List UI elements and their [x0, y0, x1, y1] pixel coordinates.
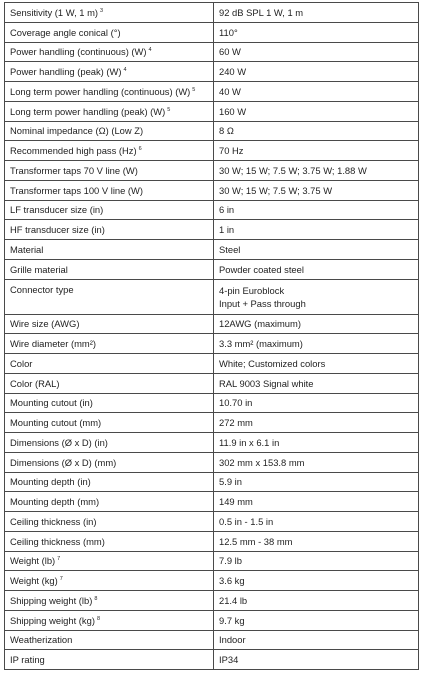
spec-row [5, 512, 419, 532]
spec-value-cell [214, 141, 419, 161]
spec-value: Powder coated steel [219, 263, 304, 275]
spec-row [5, 571, 419, 591]
spec-value: 1 in [219, 224, 235, 236]
footnote-marker: 8 [96, 615, 101, 622]
spec-row [5, 279, 419, 314]
spec-value-cell [214, 452, 419, 472]
spec-label-cell [5, 259, 214, 279]
spec-label: Mounting cutout (in) [10, 397, 93, 409]
spec-value: 30 W; 15 W; 7.5 W; 3.75 W [219, 184, 333, 196]
spec-value-cell [214, 512, 419, 532]
spec-value: 21.4 lb [219, 594, 248, 606]
spec-row [5, 630, 419, 650]
footnote-marker: 8 [94, 595, 98, 602]
spec-label: Nominal impedance (Ω) (Low Z) [10, 125, 144, 137]
spec-row [5, 82, 419, 102]
spec-label: Wire size (AWG) [10, 318, 80, 330]
spec-value-cell [214, 82, 419, 102]
specifications-table-body [5, 3, 419, 670]
spec-label-cell [5, 591, 214, 611]
spec-value-cell [214, 314, 419, 334]
spec-value: 110° [219, 26, 238, 38]
spec-label: Ceiling thickness (mm) [10, 535, 105, 547]
spec-value: 12.5 mm - 38 mm [219, 535, 293, 547]
spec-value-cell [214, 492, 419, 512]
spec-value: 3.6 kg [219, 575, 245, 587]
footnote-marker: 5 [192, 86, 196, 93]
spec-value: Steel [219, 243, 241, 255]
spec-label: Ceiling thickness (in) [10, 515, 97, 527]
spec-value-cell [214, 259, 419, 279]
spec-label: Mounting depth (mm) [10, 496, 100, 508]
spec-label: HF transducer size (in) [10, 224, 105, 236]
spec-row [5, 22, 419, 42]
spec-label: Mounting cutout (mm) [10, 417, 102, 429]
spec-label-cell [5, 433, 214, 453]
spec-value-cell [214, 354, 419, 374]
spec-row [5, 610, 419, 630]
spec-row [5, 220, 419, 240]
spec-row [5, 650, 419, 670]
spec-row [5, 141, 419, 161]
spec-label-cell [5, 492, 214, 512]
spec-label: Color [10, 357, 33, 369]
spec-label-cell [5, 571, 214, 591]
spec-label: Power handling (continuous) (W) [10, 46, 147, 58]
spec-value: 7.9 lb [219, 555, 242, 567]
spec-value-cell [214, 413, 419, 433]
spec-label: Transformer taps 70 V line (W) [10, 164, 138, 176]
spec-row [5, 591, 419, 611]
spec-value: 8 Ω [219, 125, 234, 137]
spec-value: 10.70 in [219, 397, 253, 409]
spec-row [5, 101, 419, 121]
spec-value-cell [214, 121, 419, 141]
spec-label: Shipping weight (lb) [10, 594, 93, 606]
spec-value: 30 W; 15 W; 7.5 W; 3.75 W; 1.88 W [219, 164, 367, 176]
spec-label: Weight (kg) [10, 575, 58, 587]
spec-value: 3.3 mm² (maximum) [219, 338, 303, 350]
spec-value: 240 W [219, 66, 247, 78]
spec-label-cell [5, 3, 214, 23]
spec-label-cell [5, 650, 214, 670]
spec-row [5, 531, 419, 551]
spec-label: Weight (lb) [10, 555, 56, 567]
spec-value: 149 mm [219, 496, 253, 508]
spec-label-cell [5, 141, 214, 161]
spec-label: Dimensions (Ø x D) (mm) [10, 456, 117, 468]
spec-value-cell [214, 180, 419, 200]
spec-label-cell [5, 334, 214, 354]
spec-row [5, 413, 419, 433]
spec-label: Coverage angle conical (°) [10, 26, 121, 38]
spec-value-cell [214, 433, 419, 453]
spec-value: 302 mm x 153.8 mm [219, 456, 305, 468]
spec-value: 70 Hz [219, 145, 244, 157]
spec-value: 6 in [219, 204, 235, 216]
spec-value: Indoor [219, 634, 246, 646]
spec-label: Wire diameter (mm²) [10, 338, 96, 350]
spec-label-cell [5, 452, 214, 472]
spec-label-cell [5, 42, 214, 62]
footnote-marker: 6 [138, 146, 142, 152]
spec-value-cell [214, 551, 419, 571]
spec-row [5, 240, 419, 260]
spec-value: 12AWG (maximum) [219, 318, 301, 330]
spec-row [5, 492, 419, 512]
spec-value-cell [214, 42, 419, 62]
spec-value-cell [214, 650, 419, 670]
spec-value: 0.5 in - 1.5 in [219, 515, 274, 527]
spec-label: LF transducer size (in) [10, 204, 104, 216]
spec-row [5, 42, 419, 62]
spec-label-cell [5, 121, 214, 141]
spec-value-cell [214, 630, 419, 650]
spec-label-cell [5, 610, 214, 630]
spec-row [5, 180, 419, 200]
spec-label-cell [5, 413, 214, 433]
spec-label-cell [5, 354, 214, 374]
spec-label-cell [5, 373, 214, 393]
footnote-marker: 4 [123, 67, 127, 73]
spec-label-cell [5, 101, 214, 121]
footnote-marker: 7 [57, 556, 61, 563]
spec-value-cell [214, 610, 419, 630]
spec-value-cell [214, 220, 419, 240]
spec-value-cell [214, 334, 419, 354]
footnote-marker: 3 [100, 7, 104, 14]
spec-label: Mounting depth (in) [10, 476, 91, 488]
spec-value-cell [214, 240, 419, 260]
spec-value-cell [214, 591, 419, 611]
spec-label-cell [5, 314, 214, 334]
spec-label: Weatherization [10, 634, 73, 646]
spec-label-cell [5, 161, 214, 181]
spec-label-cell [5, 393, 214, 413]
spec-label-cell [5, 551, 214, 571]
spec-label: Color (RAL) [10, 377, 60, 389]
spec-row [5, 3, 419, 23]
spec-value-cell [214, 571, 419, 591]
spec-value: 9.7 kg [219, 614, 245, 626]
spec-value: 5.9 in [219, 476, 242, 488]
spec-row [5, 334, 419, 354]
spec-row [5, 393, 419, 413]
spec-value-line-2: Input + Pass through [219, 297, 306, 309]
spec-label: Connector type [10, 283, 74, 295]
spec-value: 92 dB SPL 1 W, 1 m [219, 6, 304, 18]
spec-label: Long term power handling (peak) (W) [10, 105, 166, 117]
spec-table-container [4, 2, 419, 670]
spec-row [5, 551, 419, 571]
spec-label: Shipping weight (kg) [10, 614, 95, 626]
spec-value: 11.9 in x 6.1 in [219, 436, 280, 448]
spec-label: Transformer taps 100 V line (W) [10, 184, 144, 196]
spec-label-cell [5, 82, 214, 102]
spec-label-cell [5, 62, 214, 82]
spec-row [5, 354, 419, 374]
spec-value-cell [214, 472, 419, 492]
spec-value: White; Customized colors [219, 357, 326, 369]
spec-label-cell [5, 279, 214, 314]
spec-label: Recommended high pass (Hz) [10, 145, 137, 157]
spec-row [5, 62, 419, 82]
spec-value: 60 W [219, 46, 241, 58]
spec-label: Power handling (peak) (W) [10, 66, 122, 78]
spec-row [5, 161, 419, 181]
spec-row [5, 433, 419, 453]
spec-label: Dimensions (Ø x D) (in) [10, 436, 108, 448]
spec-label: IP rating [10, 654, 45, 666]
spec-label-cell [5, 220, 214, 240]
spec-row [5, 452, 419, 472]
spec-row [5, 200, 419, 220]
spec-value-cell [214, 373, 419, 393]
spec-row [5, 259, 419, 279]
spec-label-cell [5, 630, 214, 650]
spec-value: RAL 9003 Signal white [219, 377, 314, 389]
spec-value-cell [214, 200, 419, 220]
spec-label-cell [5, 512, 214, 532]
spec-row [5, 121, 419, 141]
spec-value-cell [214, 279, 419, 314]
spec-value-cell [214, 161, 419, 181]
spec-label-cell [5, 531, 214, 551]
footnote-marker: 4 [148, 47, 152, 54]
spec-label: Long term power handling (continuous) (W) [10, 85, 191, 97]
spec-value-cell [214, 62, 419, 82]
spec-value: 160 W [219, 105, 247, 117]
spec-value: IP34 [219, 654, 239, 666]
spec-value-cell [214, 531, 419, 551]
footnote-marker: 7 [59, 576, 63, 582]
spec-value-cell [214, 101, 419, 121]
spec-label-cell [5, 22, 214, 42]
spec-row [5, 472, 419, 492]
spec-label-cell [5, 180, 214, 200]
spec-value-cell [214, 22, 419, 42]
spec-value: 272 mm [219, 417, 253, 429]
spec-label: Material [10, 243, 44, 255]
spec-label: Sensitivity (1 W, 1 m) [10, 6, 99, 18]
spec-row [5, 373, 419, 393]
spec-value: 40 W [219, 85, 241, 97]
spec-label-cell [5, 200, 214, 220]
spec-label: Grille material [10, 263, 68, 275]
spec-value-cell [214, 3, 419, 23]
spec-value: 4-pin Euroblock [219, 284, 285, 296]
spec-label-cell [5, 472, 214, 492]
spec-row [5, 314, 419, 334]
spec-label-cell [5, 240, 214, 260]
specifications-table [4, 2, 419, 670]
spec-value-cell [214, 393, 419, 413]
footnote-marker: 5 [167, 106, 171, 113]
